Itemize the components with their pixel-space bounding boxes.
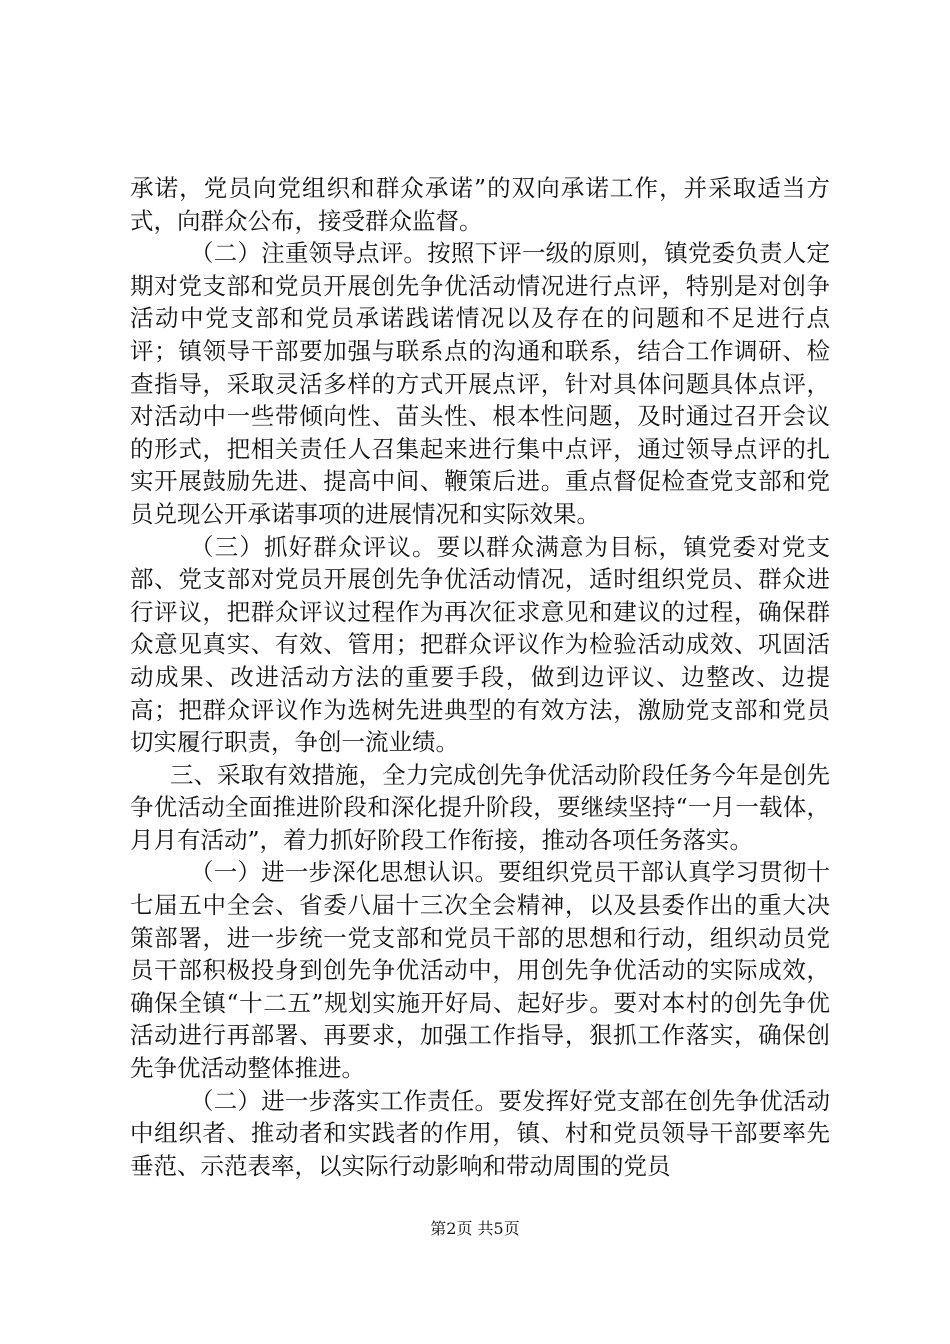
paragraph-deepen-understanding: （一）进一步深化思想认识。要组织党员干部认真学习贯彻十七届五中全会、省委八届十三次全会精神，以及县委作出的重大决策部署，进一步统一党支部和党员干部的思想和行动，组织动员党员干部积极投身到创先争优活动中，用创先争优活动的实际成效，确保全镇“十二五”规划实施开好局、起好步。要对本村的创先争优活动进行再部署、再要求，加强工作指导，狠抓工作落实，确保创先争优活动整体推进。 (130, 858, 830, 1083)
paragraph-public-evaluation: （三）抓好群众评议。要以群众满意为目标，镇党委对党支部、党支部对党员开展创先争优活动情况，适时组织党员、群众进行评议，把群众评议过程作为再次征求意见和建议的过程，确保群众意见真实、有效、管用；把群众评议作为检验活动成效、巩固活动成果、改进活动方法的重要手段，做到边评议、边整改、边提高；把群众评议作为选树先进典型的有效方法，激励党支部和党员切实履行职责，争创一流业绩。 (130, 532, 830, 757)
paragraph-leader-review: （二）注重领导点评。按照下评一级的原则，镇党委负责人定期对党支部和党员开展创先争优活动情况进行点评，特别是对创争活动中党支部和党员承诺践诺情况以及存在的问题和不足进行点评；镇领导干部要加强与联系点的沟通和联系，结合工作调研、检查指导，采取灵活多样的方式开展点评，针对具体问题具体点评，对活动中一些带倾向性、苗头性、根本性问题，及时通过召开会议的形式，把相关责任人召集起来进行集中点评，通过领导点评的扎实开展鼓励先进、提高中间、鞭策后进。重点督促检查党支部和党员兑现公开承诺事项的进展情况和实际效果。 (130, 239, 830, 528)
paragraph-implement-responsibility: （二）进一步落实工作责任。要发挥好党支部在创先争优活动中组织者、推动者和实践者的作用，镇、村和党员领导干部要率先垂范、示范表率，以实际行动影响和带动周围的党员 (130, 1086, 830, 1180)
document-body (130, 172, 830, 1182)
page-number-footer: 第2页 共5页 (430, 1219, 520, 1238)
paragraph-section-three-heading: 三、采取有效措施，全力完成创先争优活动阶段任务今年是创先争优活动全面推进阶段和深化提升阶段，要继续坚持“一月一载体，月月有活动”，着力抓好阶段工作衔接，推动各项任务落实。 (130, 760, 830, 854)
paragraph-continuation: 承诺，党员向党组织和群众承诺”的双向承诺工作，并采取适当方式，向群众公布，接受群众监督。 (130, 174, 830, 235)
